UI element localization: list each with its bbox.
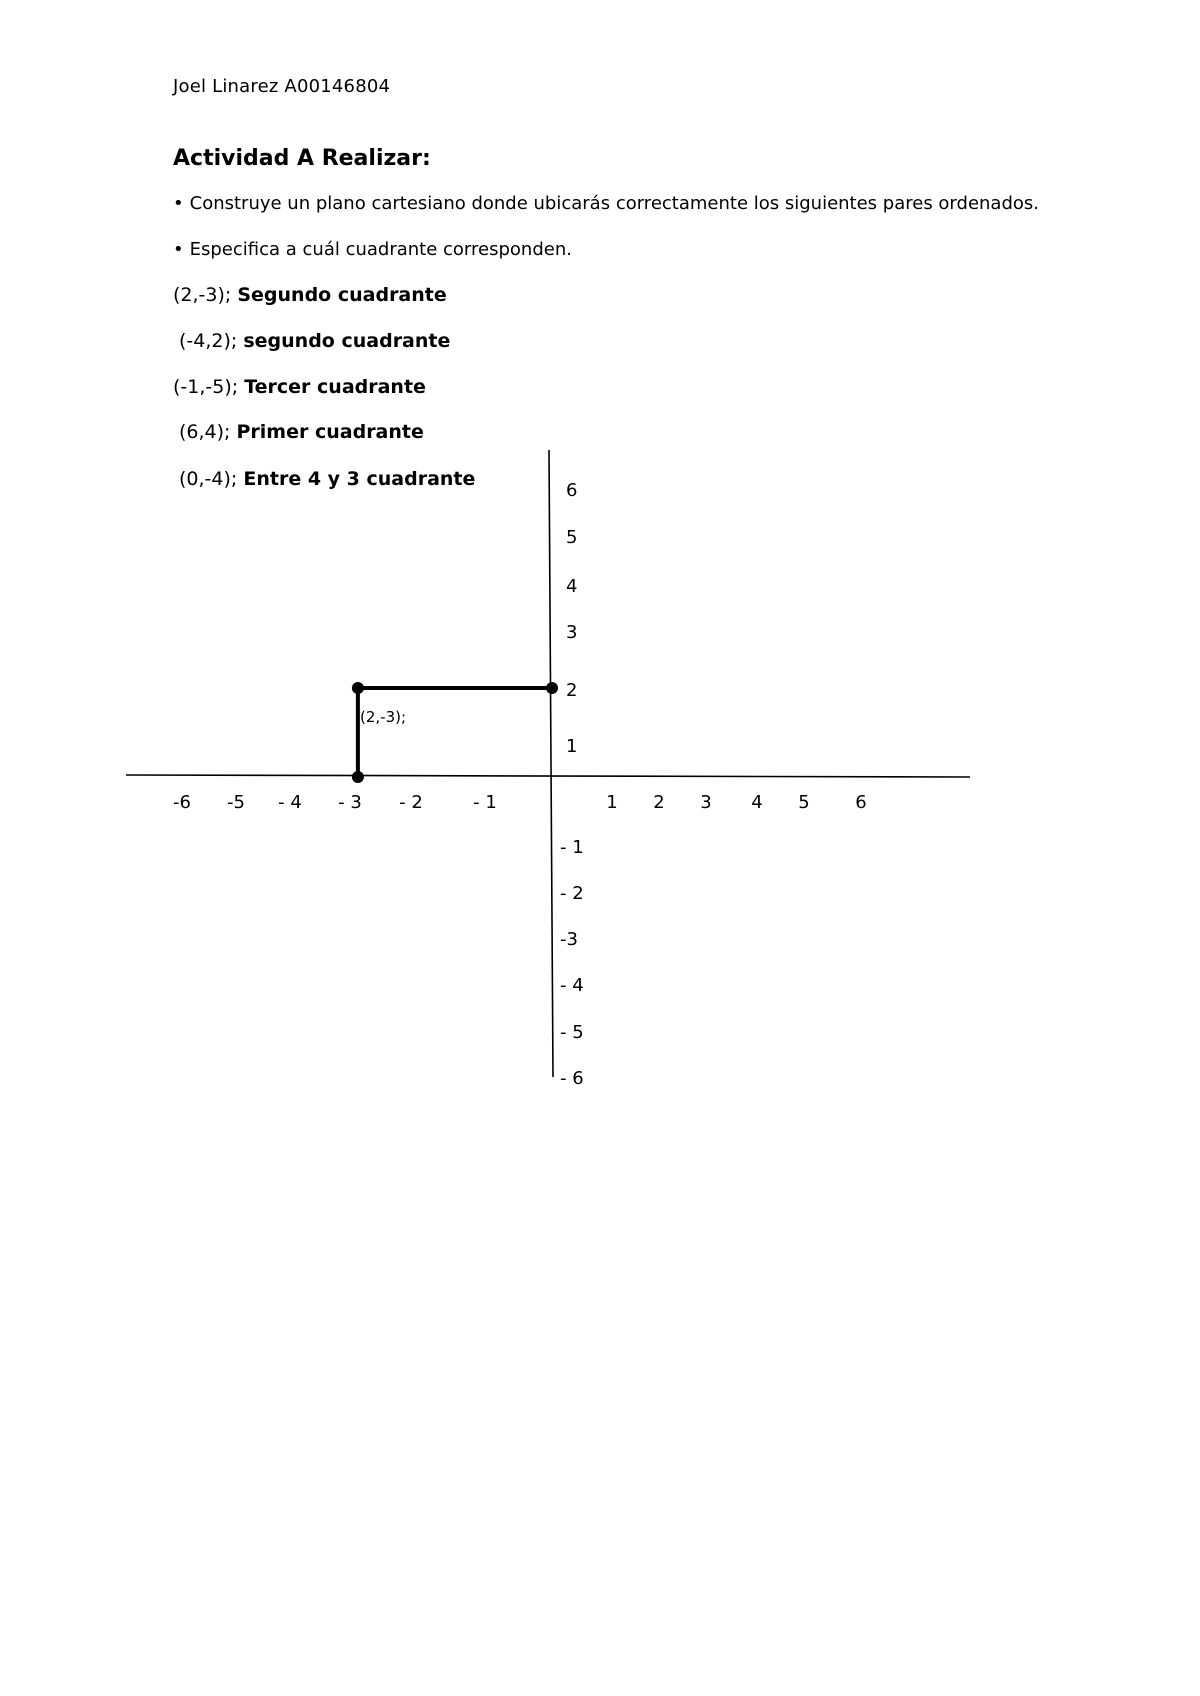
y-tick-label: - 6 (560, 1068, 584, 1089)
x-tick-label: 3 (700, 792, 712, 813)
x-axis (126, 775, 970, 777)
y-tick-labels (560, 480, 584, 1089)
y-tick-label: - 5 (560, 1022, 584, 1043)
connecting-line (358, 688, 552, 777)
x-tick-label: - 1 (473, 792, 497, 813)
y-tick-label: 1 (566, 736, 578, 757)
activity-heading: Actividad A Realizar: (173, 146, 431, 171)
x-tick-label: 5 (798, 792, 810, 813)
y-tick-label: -3 (560, 929, 578, 950)
y-tick-label: 5 (566, 527, 578, 548)
x-tick-label: 4 (751, 792, 763, 813)
y-tick-label: - 4 (560, 975, 584, 996)
pair-coordinate: (-4,2); (179, 330, 238, 352)
x-tick-label: -5 (227, 792, 245, 813)
y-tick-label: 3 (566, 622, 578, 643)
pair-coordinate: (6,4); (179, 421, 231, 443)
y-tick-label: - 1 (560, 837, 584, 858)
pair-quadrant: Segundo cuadrante (237, 284, 447, 306)
y-tick-label: 4 (566, 576, 578, 597)
y-tick-label: 6 (566, 480, 578, 501)
pair-quadrant: Primer cuadrante (236, 421, 424, 443)
y-axis (549, 450, 553, 1077)
y-tick-label: 2 (566, 680, 578, 701)
x-tick-label: -6 (173, 792, 191, 813)
pair-quadrant: Tercer cuadrante (244, 376, 426, 398)
x-tick-label: - 4 (278, 792, 302, 813)
bullet-icon: • (173, 239, 184, 260)
x-tick-label: 6 (855, 792, 867, 813)
pair-quadrant: Entre 4 y 3 cuadrante (243, 468, 476, 490)
x-tick-label: - 2 (399, 792, 423, 813)
pair-coordinate: (-1,-5); (173, 376, 239, 398)
x-tick-label: - 3 (338, 792, 362, 813)
data-point (352, 771, 364, 783)
x-tick-label: 2 (653, 792, 665, 813)
point-annotation: (2,-3); (360, 708, 407, 726)
bullet-icon: • (173, 193, 184, 214)
pair-quadrant: segundo cuadrante (243, 330, 451, 352)
data-point (546, 682, 558, 694)
author-line: Joel Linarez A00146804 (173, 76, 391, 97)
plotted-path (352, 682, 558, 783)
data-point (352, 682, 364, 694)
instruction-text: Especifica a cuál cuadrante corresponden. (189, 239, 572, 260)
instruction-text: Construye un plano cartesiano donde ubicarás correctamente los siguientes pares ordenados. (189, 193, 1039, 214)
x-tick-label: 1 (606, 792, 618, 813)
x-tick-labels (173, 792, 867, 813)
pair-coordinate: (2,-3); (173, 284, 232, 306)
y-tick-label: - 2 (560, 883, 584, 904)
pair-coordinate: (0,-4); (179, 468, 238, 490)
